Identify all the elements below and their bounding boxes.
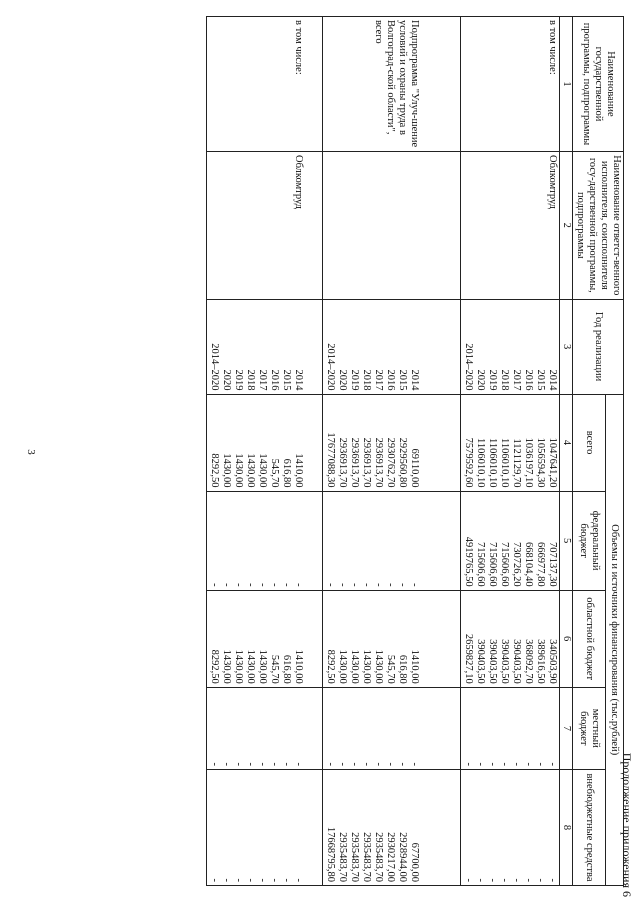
total-values: 1047641,20 1056594,30 1036197,10 1121129,70 1106010,10 1106010,10 1106010,10 7579592,60 <box>461 394 560 491</box>
header-volumes: Объемы и источники финансирования (тыс.рублей) <box>605 394 623 885</box>
header-row-1 <box>605 17 623 886</box>
column-number: 8 <box>560 769 573 885</box>
total-values: 1410,00 616,80 545,70 1430,00 1430,00 1430,00 1430,00 8292,50 <box>207 394 323 491</box>
regional-values: 1410,00 616,80 545,70 1430,00 1430,00 1430,00 1430,00 8292,50 <box>207 590 323 687</box>
page-number: 3 <box>25 449 37 455</box>
column-number: 1 <box>560 17 573 152</box>
program-name: Подпрограмма "Улуч-шение условий и охраны труда в Волгоград-ской области", всего <box>323 17 461 152</box>
header-year: Год реализации <box>573 299 624 394</box>
header-program-name: Наименование государственной программы, подпрограммы <box>573 17 624 152</box>
local-values: - - - - - - - - <box>461 687 560 769</box>
column-number-row <box>560 17 573 886</box>
extra-values: - - - - - - - - <box>461 769 560 885</box>
years: 2014 2015 2016 2017 2018 2019 2020 2014–2020 <box>207 299 323 394</box>
executor-name: Облкомтруд <box>461 151 560 299</box>
header-local: местный бюджет <box>573 687 606 769</box>
column-number: 3 <box>560 299 573 394</box>
program-name: в том числе: <box>461 17 560 152</box>
local-values: - - - - - - - - <box>323 687 461 769</box>
federal-values: - - - - - - - - <box>207 491 323 590</box>
executor-name <box>323 151 461 299</box>
years: 2014 2015 2016 2017 2018 2019 2020 2014–2020 <box>323 299 461 394</box>
local-values: - - - - - - - - <box>207 687 323 769</box>
extra-values: - - - - - - - - <box>207 769 323 885</box>
column-number: 7 <box>560 687 573 769</box>
executor-name: Облкомтруд <box>207 151 323 299</box>
program-name: в том числе: <box>207 17 323 152</box>
extra-values: 67700,00 2928944,00 2930217,00 2935483,70 2935483,70 2935483,70 2935483,70 17668795,80 <box>323 769 461 885</box>
financing-table <box>206 16 624 886</box>
total-values: 69110,00 2929560,80 2930762,70 2936913,70 2936913,70 2936913,70 2936913,70 17677088,30 <box>323 394 461 491</box>
table-row <box>207 17 323 886</box>
federal-values: - - - - - - - - <box>323 491 461 590</box>
column-number: 5 <box>560 491 573 590</box>
header-executor: Наименование ответст-венного исполнителя, соисполнителя госу-дарственной программы, подпрограммы <box>573 151 624 299</box>
regional-values: 340503,90 389616,50 368092,70 390403,50 390403,50 390403,50 390403,50 2659827,10 <box>461 590 560 687</box>
appendix-caption: Продолжение приложения 6 <box>620 752 634 897</box>
years: 2014 2015 2016 2017 2018 2019 2020 2014–2020 <box>461 299 560 394</box>
header-extra: внебюджетные средства <box>573 769 606 885</box>
column-number: 6 <box>560 590 573 687</box>
table-row <box>461 17 560 886</box>
regional-values: 1410,00 616,80 545,70 1430,00 1430,00 1430,00 1430,00 8292,50 <box>323 590 461 687</box>
column-number: 4 <box>560 394 573 491</box>
header-total: всего <box>573 394 606 491</box>
column-number: 2 <box>560 151 573 299</box>
header-regional: областной бюджет <box>573 590 606 687</box>
federal-values: 707137,30 666977,80 668104,40 730726,20 715606,60 715606,60 715606,60 4919765,50 <box>461 491 560 590</box>
header-federal: федеральный бюджет <box>573 491 606 590</box>
table-row <box>323 17 461 886</box>
